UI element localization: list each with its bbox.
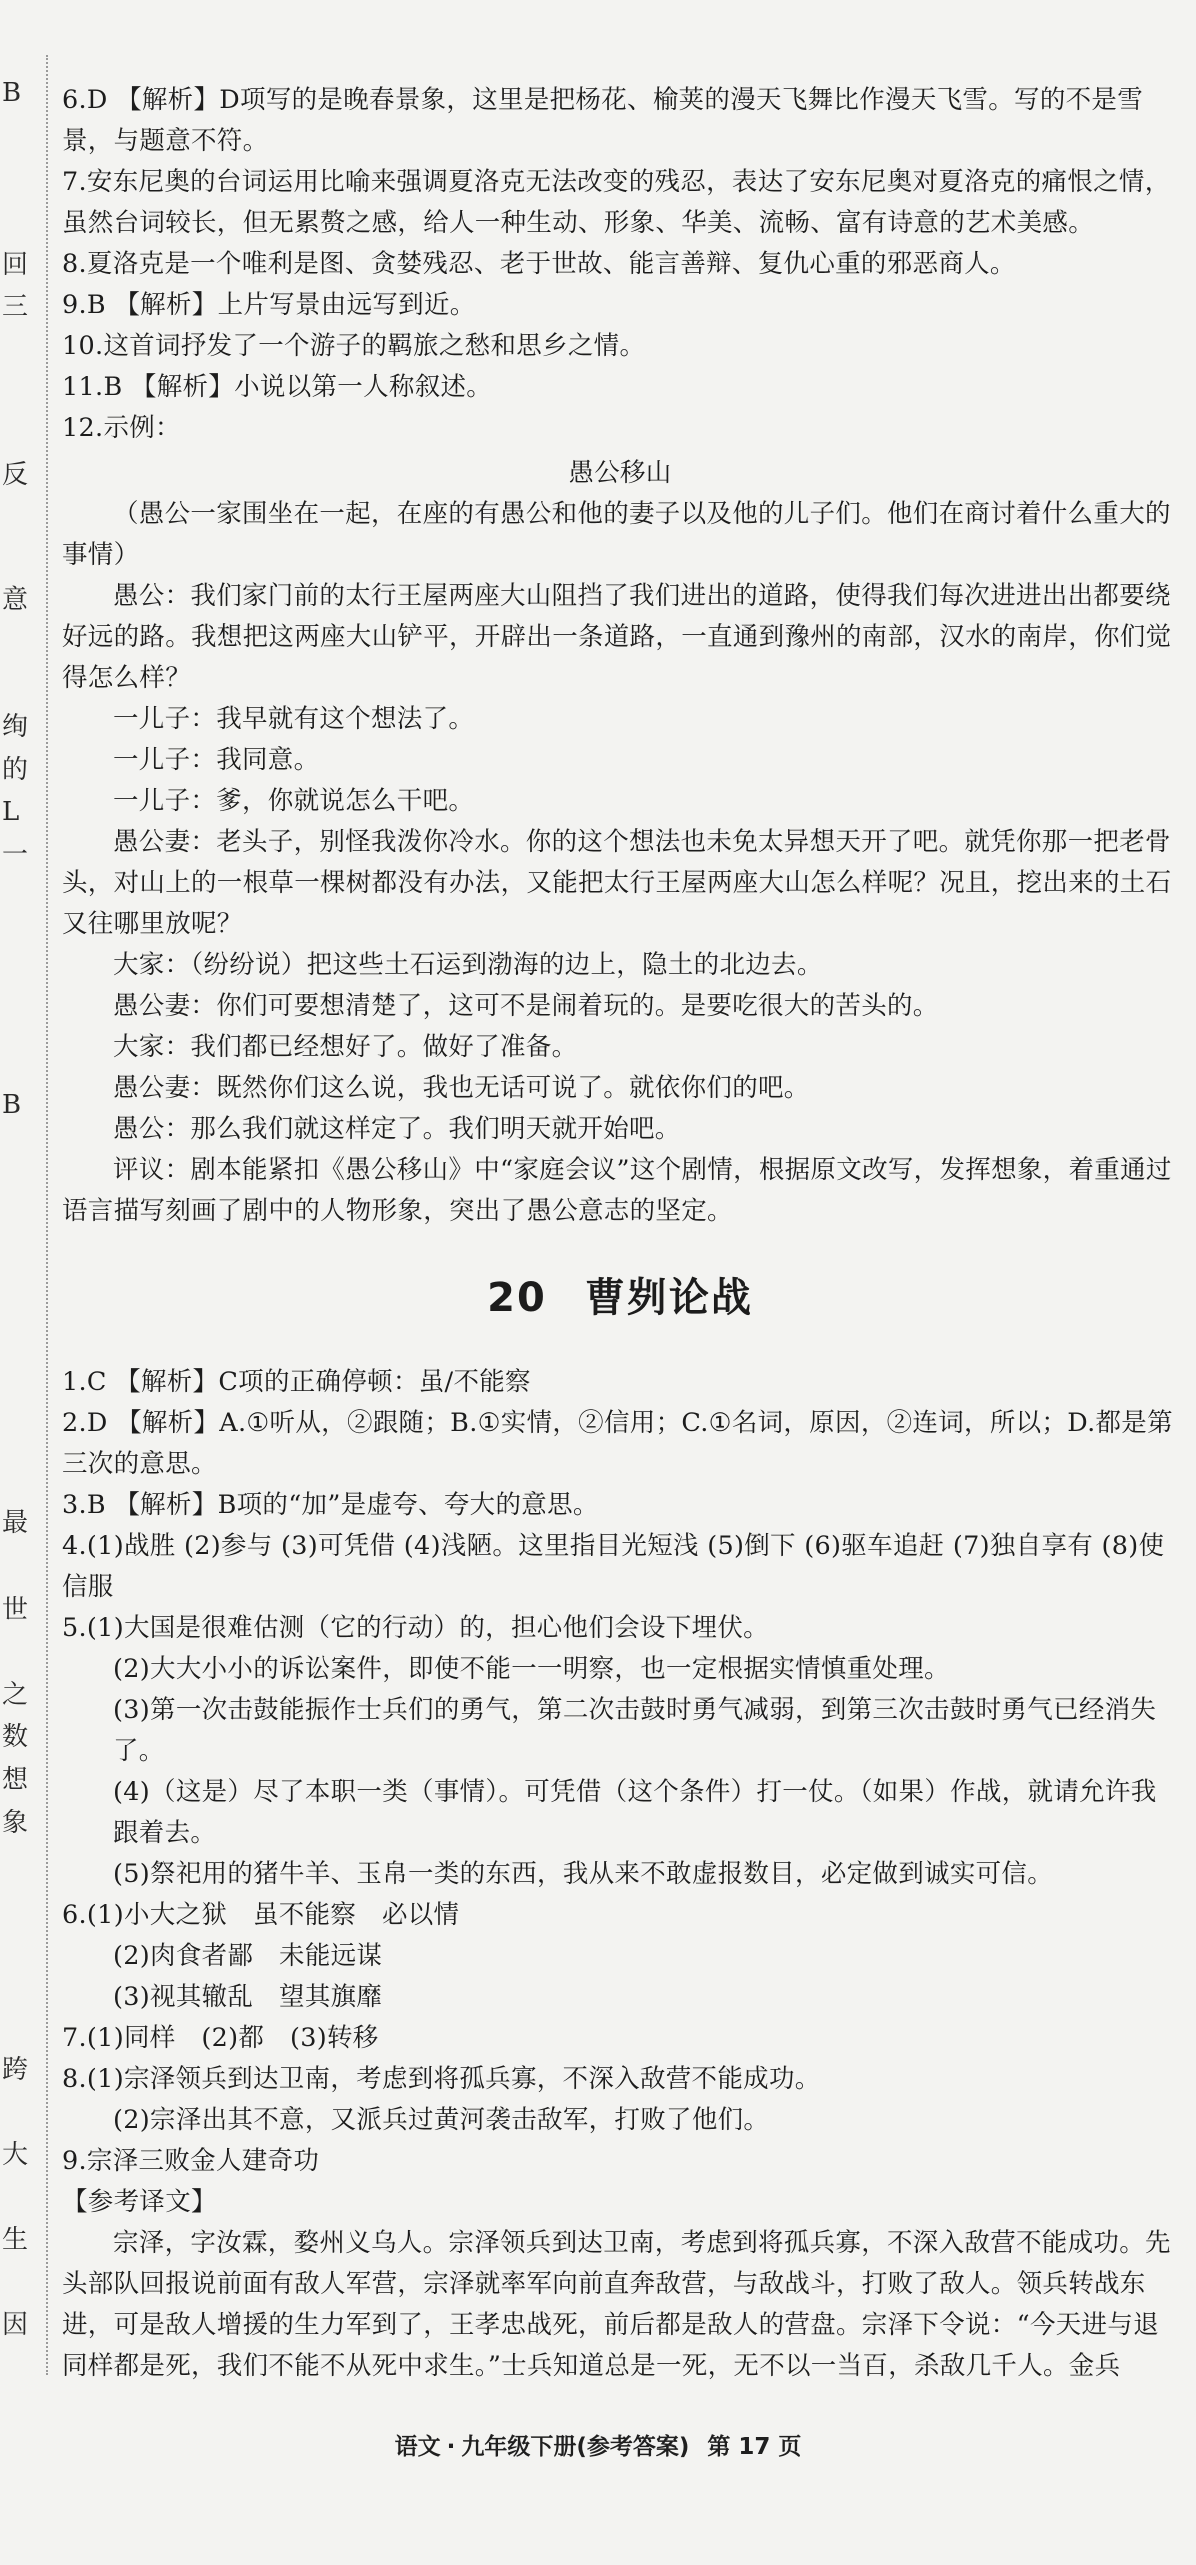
play-line: 愚公妻：你们可要想清楚了，这可不是闹着玩的。是要吃很大的苦头的。 bbox=[113, 991, 939, 1021]
gutter-char: 三 bbox=[2, 292, 29, 322]
gutter-char: 大 bbox=[2, 2140, 29, 2170]
play-title: 愚公移山 bbox=[568, 458, 672, 488]
answer-item: 10.这首词抒发了一个游子的羁旅之愁和思乡之情。 bbox=[62, 331, 646, 361]
answer-subitem: (2)大大小小的诉讼案件，即使不能一一明察，也一定根据实情慎重处理。 bbox=[113, 1654, 950, 1684]
gutter-char: 的 bbox=[2, 755, 29, 785]
answer-subitem: (2)肉食者鄙 未能远谋 bbox=[113, 1941, 383, 1971]
answer-item: 7.(1)同样 (2)都 (3)转移 bbox=[62, 2023, 379, 2053]
answer-content bbox=[62, 80, 1178, 2387]
answer-item: 6.(1)小大之狱 虽不能察 必以情 bbox=[62, 1900, 460, 1930]
answer-item: 2.D 【解析】A.①听从，②跟随；B.①实情，②信用；C.①名词，原因，②连词，所以；D.都是第三次的意思。 bbox=[62, 1408, 1173, 1479]
play-line: 一儿子：我早就有这个想法了。 bbox=[113, 704, 475, 734]
gutter-char: 绚 bbox=[2, 712, 29, 742]
play-line: 一儿子：爹，你就说怎么干吧。 bbox=[113, 786, 475, 816]
answer-item: 7.安东尼奥的台词运用比喻来强调夏洛克无法改变的残忍，表达了安东尼奥对夏洛克的痛恨之情，虽然台词较长，但无累赘之感，给人一种生动、形象、华美、流畅、富有诗意的艺术美感。 bbox=[62, 167, 1171, 238]
left-margin-gutter bbox=[0, 0, 46, 2380]
play-line: 大家：（纷纷说）把这些土石运到渤海的边上，隐土的北边去。 bbox=[113, 950, 823, 980]
play-line: 大家：我们都已经想好了。做好了准备。 bbox=[113, 1032, 578, 1062]
gutter-char: 世 bbox=[2, 1595, 29, 1625]
play-line: 愚公妻：既然你们这么说，我也无话可说了。就依你们的吧。 bbox=[113, 1073, 810, 1103]
gutter-char: 生 bbox=[2, 2225, 29, 2255]
answer-subitem: (4)（这是）尽了本职一类（事情）。可凭借（这个条件）打一仗。（如果）作战，就请允许我跟着去。 bbox=[113, 1777, 1157, 1848]
answer-item: 4.(1)战胜 (2)参与 (3)可凭借 (4)浅陋。这里指目光短浅 (5)倒下 (6)驱车追赶 (7)独自享有 (8)使信服 bbox=[62, 1531, 1165, 1602]
gutter-char: 想 bbox=[2, 1765, 29, 1795]
answer-subitem: (3)第一次击鼓能振作士兵们的勇气，第二次击鼓时勇气减弱，到第三次击鼓时勇气已经消失了。 bbox=[113, 1695, 1157, 1766]
page-footer bbox=[0, 2428, 1196, 2461]
gutter-char: 跨 bbox=[2, 2055, 29, 2085]
play-line: 评议：剧本能紧扣《愚公移山》中“家庭会议”这个剧情，根据原文改写，发挥想象，着重通过语言描写刻画了剧中的人物形象，突出了愚公意志的坚定。 bbox=[62, 1155, 1172, 1226]
gutter-char: 反 bbox=[2, 460, 29, 490]
gutter-char: 回 bbox=[2, 250, 29, 280]
answer-item: 5.(1)大国是很难估测（它的行动）的，担心他们会设下埋伏。 bbox=[62, 1613, 769, 1643]
answer-item: 12.示例： bbox=[62, 413, 181, 443]
play-line: 一儿子：我同意。 bbox=[113, 745, 320, 775]
footer-book: 九年级下册(参考答案) bbox=[461, 2434, 690, 2460]
gutter-char: L bbox=[2, 797, 20, 827]
gutter-char: B bbox=[2, 1090, 22, 1120]
page-number: 第 17 页 bbox=[707, 2434, 802, 2460]
play-line: 愚公妻：老头子，别怪我泼你冷水。你的这个想法也未免太异想天开了吧。就凭你那一把老骨头，对山上的一根草一棵树都没有办法，又能把太行王屋两座大山怎么样呢？况且，挖出来的土石又往哪里放呢？ bbox=[62, 827, 1172, 939]
answer-item: 6.D 【解析】D项写的是晚春景象，这里是把杨花、榆荚的漫天飞舞比作漫天飞雪。写的不是雪景，与题意不符。 bbox=[62, 85, 1144, 156]
gutter-char: 意 bbox=[2, 585, 29, 615]
gutter-char: B bbox=[2, 78, 22, 108]
answer-subitem: (2)宗泽出其不意，又派兵过黄河袭击敌军，打败了他们。 bbox=[113, 2105, 770, 2135]
play-line: 愚公：那么我们就这样定了。我们明天就开始吧。 bbox=[113, 1114, 681, 1144]
answer-item: 8.(1)宗泽领兵到达卫南，考虑到将孤兵寡，不深入敌营不能成功。 bbox=[62, 2064, 821, 2094]
gutter-char: 之 bbox=[2, 1680, 29, 1710]
answer-item: 3.B 【解析】B项的“加”是虚夸、夸大的意思。 bbox=[62, 1490, 599, 1520]
gutter-char: 数 bbox=[2, 1722, 29, 1752]
footer-subject: 语文 bbox=[394, 2434, 441, 2460]
answer-item: 1.C 【解析】C项的正确停顿：虽/不能察 bbox=[62, 1367, 531, 1397]
answer-subitem: (5)祭祀用的猪牛羊、玉帛一类的东西，我从来不敢虚报数目，必定做到诚实可信。 bbox=[113, 1859, 1054, 1889]
footer-dot: · bbox=[446, 2434, 456, 2460]
answer-item: 9.B 【解析】上片写景由远写到近。 bbox=[62, 290, 476, 320]
section-number: 20 bbox=[487, 1275, 547, 1321]
answer-item: 8.夏洛克是一个唯利是图、贪婪残忍、老于世故、能言善辩、复仇心重的邪恶商人。 bbox=[62, 249, 1016, 279]
margin-divider bbox=[46, 55, 49, 2375]
translation-heading: 【参考译文】 bbox=[62, 2187, 217, 2217]
answer-item: 9.宗泽三败金人建奇功 bbox=[62, 2146, 320, 2176]
translation-text: 宗泽，字汝霖，婺州义乌人。宗泽领兵到达卫南，考虑到将孤兵寡，不深入敌营不能成功。先头部队回报说前面有敌人军营，宗泽就率军向前直奔敌营，与敌战斗，打败了敌人。领兵转战东进，可是敌人增援的生力军到了，王孝忠战死，前后都是敌人的营盘。宗泽下令说：“今天进与退同样都是死，我们不能不从死中求生。”士兵知道总是一死，无不以一当百，杀敌几千人。金兵 bbox=[62, 2228, 1171, 2381]
answer-item: 11.B 【解析】小说以第一人称叙述。 bbox=[62, 372, 493, 402]
gutter-char: 因 bbox=[2, 2310, 29, 2340]
play-line: （愚公一家围坐在一起，在座的有愚公和他的妻子以及他的儿子们。他们在商讨着什么重大的事情） bbox=[62, 499, 1171, 570]
gutter-char: 最 bbox=[2, 1508, 29, 1538]
gutter-char: 一 bbox=[2, 840, 29, 870]
section-title bbox=[62, 1268, 1178, 1328]
play-line: 愚公：我们家门前的太行王屋两座大山阻挡了我们进出的道路，使得我们每次进进出出都要绕好远的路。我想把这两座大山铲平，开辟出一条道路，一直通到豫州的南部，汉水的南岸，你们觉得怎么样？ bbox=[62, 581, 1172, 693]
answer-subitem: (3)视其辙乱 望其旗靡 bbox=[113, 1982, 383, 2012]
section-name: 曹刿论战 bbox=[584, 1275, 753, 1321]
gutter-char: 象 bbox=[2, 1808, 29, 1838]
